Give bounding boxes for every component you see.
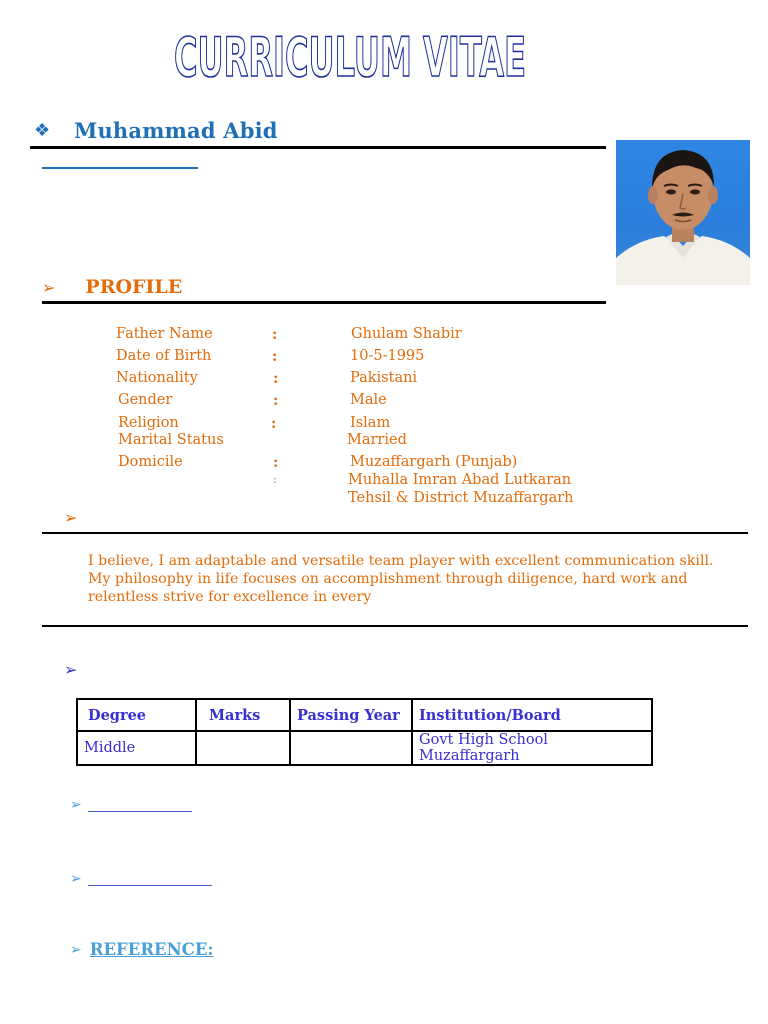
table-header-institution: Institution/Board xyxy=(412,699,652,731)
profile-value-domicile: Muzaffargarh (Punjab) xyxy=(350,454,518,470)
cv-title-text: CURRICULUM VITAE xyxy=(174,26,526,89)
blank-heading-underline-2 xyxy=(88,885,212,886)
profile-label-dob: Date of Birth xyxy=(116,348,212,364)
table-row xyxy=(77,731,652,765)
table-header-degree: Degree xyxy=(77,699,196,731)
profile-separator: : xyxy=(272,326,278,343)
profile-divider xyxy=(42,301,606,304)
profile-label-religion: Religion xyxy=(118,415,179,431)
arrowhead-bullet-icon: ➢ xyxy=(70,871,82,887)
table-cell-degree: Middle xyxy=(77,731,196,765)
table-cell-institution: Govt High School Muzaffargarh xyxy=(412,731,652,765)
name-underline xyxy=(42,167,198,169)
profile-label-nationality: Nationality xyxy=(116,370,198,386)
table-header-row xyxy=(77,699,652,731)
profile-separator: : xyxy=(273,370,279,387)
objective-text: I believe, I am adaptable and versatile team player with excellent communication skill. My philosophy in life focuses on accomplishment through diligence, hard work and relentless strive for excellence in every xyxy=(88,553,714,605)
profile-separator: : xyxy=(272,348,278,365)
objective-top-divider xyxy=(42,532,748,534)
profile-label-marital-status: Marital Status xyxy=(118,432,224,448)
education-section-header xyxy=(64,660,77,679)
profile-separator: : xyxy=(273,473,277,486)
table-header-passing-year: Passing Year xyxy=(290,699,412,731)
profile-heading: PROFILE xyxy=(85,276,183,298)
profile-label-domicile: Domicile xyxy=(118,454,183,470)
profile-photo xyxy=(616,140,750,285)
arrowhead-bullet-icon: ➢ xyxy=(64,660,78,679)
profile-separator: : xyxy=(273,392,279,409)
profile-value-address-line1: Muhalla Imran Abad Lutkaran xyxy=(348,472,572,488)
objective-section-header xyxy=(64,508,77,527)
blank-section-header-1 xyxy=(70,794,82,813)
profile-value-address-line2: Tehsil & District Muzaffargarh xyxy=(348,490,574,506)
blank-heading-underline-1 xyxy=(88,811,192,812)
arrowhead-bullet-icon: ➢ xyxy=(70,941,82,958)
objective-bottom-divider xyxy=(42,625,748,627)
profile-value-gender: Male xyxy=(350,392,387,408)
portrait-illustration xyxy=(616,140,750,285)
name-divider xyxy=(30,146,606,149)
arrowhead-bullet-icon: ➢ xyxy=(70,797,82,813)
reference-section-header xyxy=(70,940,213,959)
profile-section-header xyxy=(42,276,182,298)
profile-value-nationality: Pakistani xyxy=(350,370,418,386)
candidate-name: Muhammad Abid xyxy=(74,118,278,143)
arrowhead-bullet-icon: ➢ xyxy=(42,277,56,297)
profile-separator: : xyxy=(273,454,279,471)
reference-heading: REFERENCE: xyxy=(89,940,214,959)
profile-value-religion: Islam xyxy=(350,415,391,431)
cv-title xyxy=(170,16,530,89)
table-cell-passing-year xyxy=(290,731,412,765)
profile-value-marital-status: Married xyxy=(347,432,407,448)
profile-value-father-name: Ghulam Shabir xyxy=(351,326,462,342)
table-cell-marks xyxy=(196,731,290,765)
blank-section-header-2 xyxy=(70,868,82,887)
profile-label-father-name: Father Name xyxy=(116,326,213,342)
education-table xyxy=(76,698,653,766)
table-header-marks: Marks xyxy=(196,699,290,731)
profile-separator: : xyxy=(271,415,277,432)
profile-label-gender: Gender xyxy=(118,392,173,408)
diamond-bullet-icon: ❖ xyxy=(34,119,51,141)
name-header xyxy=(34,118,278,143)
arrowhead-bullet-icon: ➢ xyxy=(64,508,78,527)
profile-value-dob: 10-5-1995 xyxy=(350,348,425,364)
